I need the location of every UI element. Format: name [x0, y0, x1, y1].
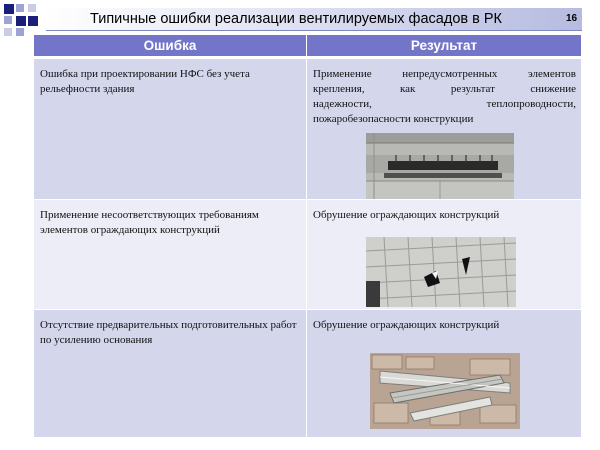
- table-row: [34, 58, 582, 200]
- error-text: Ошибка при проектировании НФС без учета рельефности здания: [40, 68, 250, 95]
- result-cell: [307, 58, 582, 200]
- errors-table: [33, 34, 582, 438]
- table-row: [34, 310, 582, 438]
- error-cell: [34, 58, 307, 200]
- error-text: Применение несоответствующих требованиям элементов ограждающих конструкций: [40, 209, 259, 236]
- broken-facade-photo-icon: [366, 237, 516, 307]
- page-number: 16: [566, 13, 578, 24]
- header-result: Результат: [307, 35, 582, 58]
- error-cell: [34, 200, 307, 310]
- facade-bracket-photo-icon: [366, 133, 514, 199]
- header-error: Ошибка: [34, 35, 307, 58]
- result-text: Обрушение ограждающих конструкций: [313, 209, 500, 221]
- title-divider: [46, 30, 582, 31]
- table-header-row: [34, 35, 582, 58]
- result-text: Применение непредусмотренных элементов крепления, как результат снижение надежности, теплопроводности, пожаробезопасности конструкции: [313, 68, 576, 125]
- result-text: Обрушение ограждающих конструкций: [313, 319, 500, 331]
- error-cell: [34, 310, 307, 438]
- result-cell: [307, 200, 582, 310]
- slide-title: Типичные ошибки реализации вентилируемых фасадов в РК: [90, 11, 502, 27]
- collapsed-profiles-photo-icon: [370, 353, 520, 429]
- result-cell: [307, 310, 582, 438]
- error-text: Отсутствие предварительных подготовительных работ по усилению основания: [40, 319, 297, 346]
- table-row: [34, 200, 582, 310]
